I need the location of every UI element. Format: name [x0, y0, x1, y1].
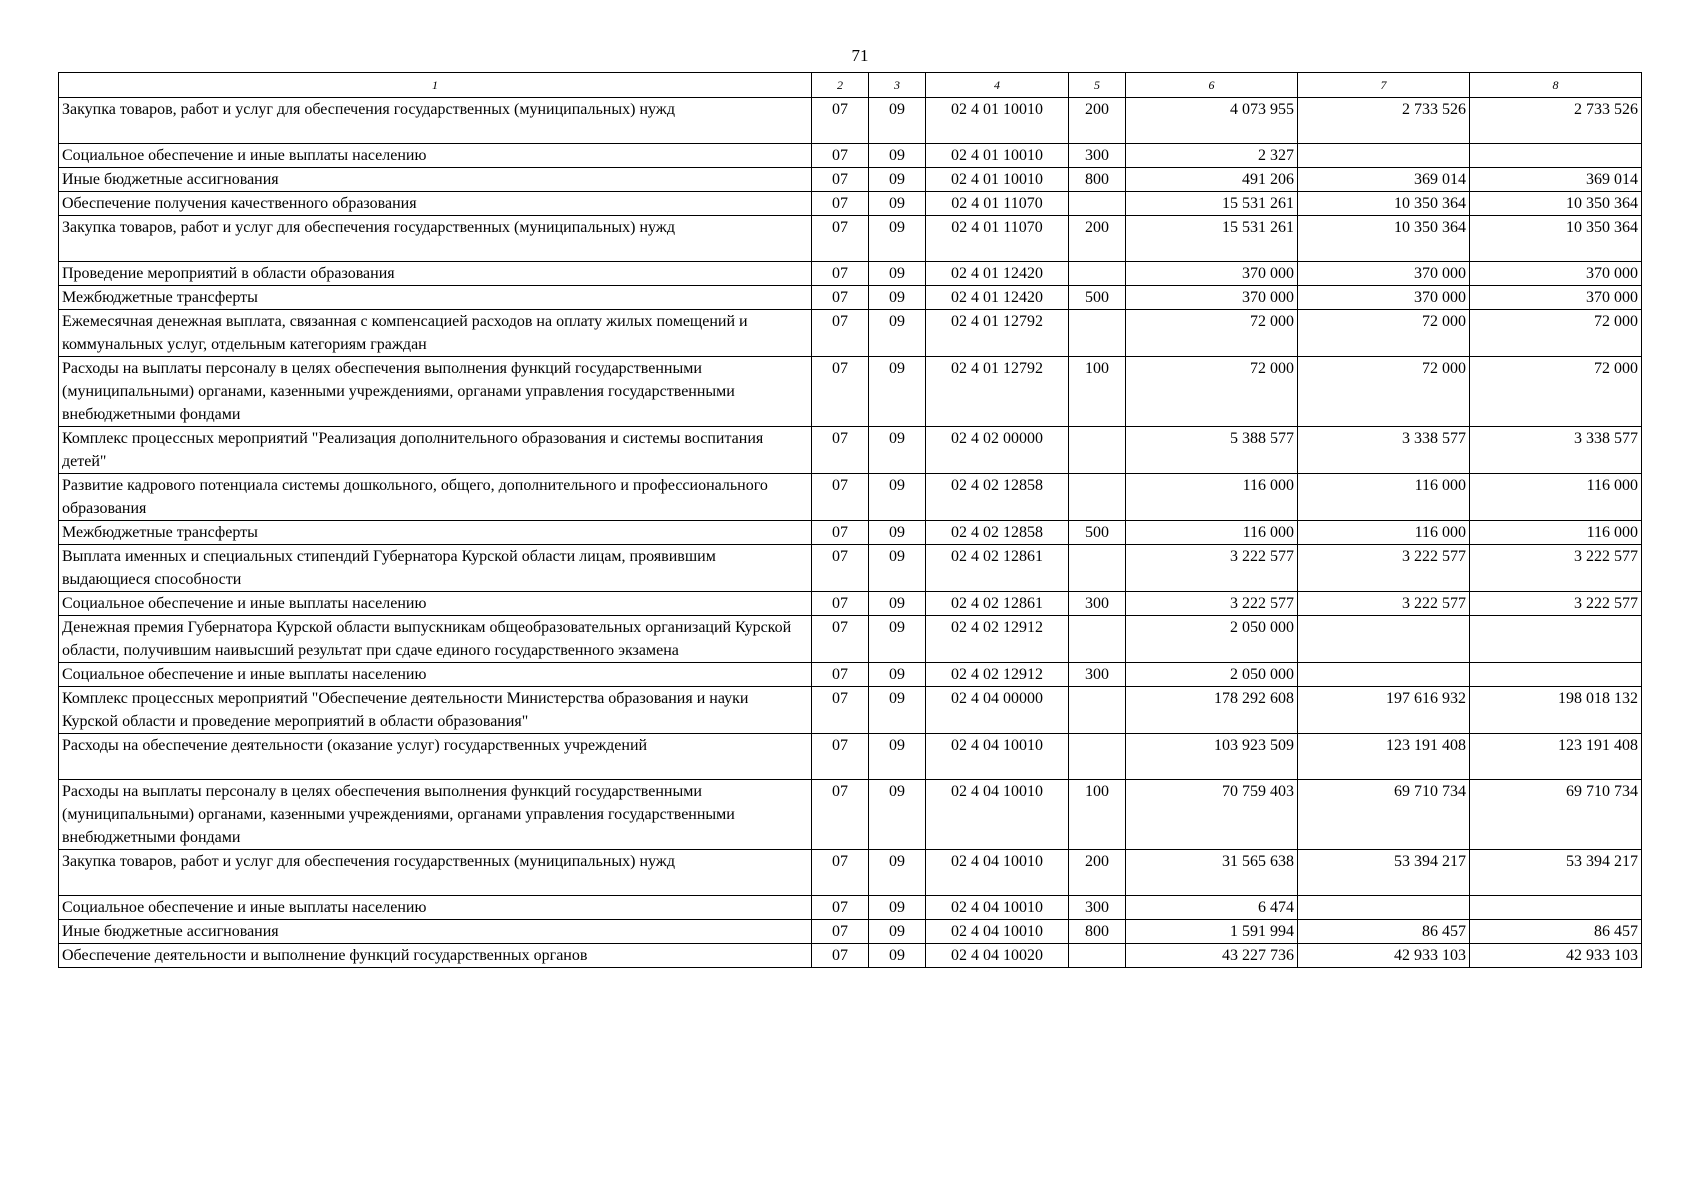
subsection-code-cell: 09 [869, 521, 926, 545]
section-code-cell: 07 [812, 663, 869, 687]
page-number: 71 [851, 46, 869, 65]
section-code-cell: 07 [812, 734, 869, 780]
row-name-cell: Социальное обеспечение и иные выплаты населению [59, 896, 812, 920]
amount-year1-cell: 370 000 [1126, 286, 1298, 310]
amount-year3-cell: 370 000 [1470, 262, 1642, 286]
section-code-cell: 07 [812, 357, 869, 427]
expense-type-cell [1069, 310, 1126, 357]
table-row [59, 687, 1642, 734]
subsection-code-cell: 09 [869, 944, 926, 968]
column-number-row [59, 73, 1642, 98]
amount-year3-cell: 369 014 [1470, 168, 1642, 192]
amount-year3-cell: 10 350 364 [1470, 216, 1642, 262]
amount-year2-cell [1298, 144, 1470, 168]
target-article-cell: 02 4 04 10020 [926, 944, 1069, 968]
amount-year1-cell: 116 000 [1126, 474, 1298, 521]
table-row [59, 920, 1642, 944]
table-row [59, 144, 1642, 168]
row-name-cell: Обеспечение получения качественного образования [59, 192, 812, 216]
section-code-cell: 07 [812, 592, 869, 616]
target-article-cell: 02 4 02 00000 [926, 427, 1069, 474]
subsection-code-cell: 09 [869, 310, 926, 357]
target-article-cell: 02 4 02 12861 [926, 545, 1069, 592]
target-article-cell: 02 4 04 10010 [926, 780, 1069, 850]
amount-year2-cell: 72 000 [1298, 357, 1470, 427]
amount-year1-cell: 6 474 [1126, 896, 1298, 920]
row-name-cell: Закупка товаров, работ и услуг для обеспечения государственных (муниципальных) нужд [59, 216, 812, 262]
amount-year1-cell: 5 388 577 [1126, 427, 1298, 474]
target-article-cell: 02 4 04 10010 [926, 850, 1069, 896]
expense-type-cell: 300 [1069, 896, 1126, 920]
amount-year1-cell: 43 227 736 [1126, 944, 1298, 968]
amount-year3-cell: 69 710 734 [1470, 780, 1642, 850]
amount-year3-cell [1470, 144, 1642, 168]
subsection-code-cell: 09 [869, 545, 926, 592]
amount-year2-cell: 123 191 408 [1298, 734, 1470, 780]
section-code-cell: 07 [812, 545, 869, 592]
table-row [59, 262, 1642, 286]
section-code-cell: 07 [812, 98, 869, 144]
amount-year1-cell: 15 531 261 [1126, 192, 1298, 216]
amount-year1-cell: 103 923 509 [1126, 734, 1298, 780]
table-row [59, 592, 1642, 616]
amount-year2-cell: 86 457 [1298, 920, 1470, 944]
amount-year1-cell: 2 050 000 [1126, 616, 1298, 663]
table-row [59, 944, 1642, 968]
target-article-cell: 02 4 01 11070 [926, 216, 1069, 262]
target-article-cell: 02 4 01 12420 [926, 262, 1069, 286]
target-article-cell: 02 4 01 12792 [926, 357, 1069, 427]
table-row [59, 896, 1642, 920]
expense-type-cell: 300 [1069, 663, 1126, 687]
subsection-code-cell: 09 [869, 780, 926, 850]
expense-type-cell: 800 [1069, 168, 1126, 192]
subsection-code-cell: 09 [869, 427, 926, 474]
amount-year2-cell: 3 222 577 [1298, 592, 1470, 616]
expense-type-cell [1069, 616, 1126, 663]
subsection-code-cell: 09 [869, 474, 926, 521]
target-article-cell: 02 4 04 00000 [926, 687, 1069, 734]
amount-year1-cell: 178 292 608 [1126, 687, 1298, 734]
section-code-cell: 07 [812, 310, 869, 357]
amount-year1-cell: 491 206 [1126, 168, 1298, 192]
amount-year1-cell: 70 759 403 [1126, 780, 1298, 850]
amount-year2-cell [1298, 616, 1470, 663]
table-row [59, 427, 1642, 474]
table-row [59, 521, 1642, 545]
table-row [59, 850, 1642, 896]
column-header: 6 [1126, 73, 1298, 98]
amount-year2-cell [1298, 896, 1470, 920]
expense-type-cell: 100 [1069, 357, 1126, 427]
table-row [59, 310, 1642, 357]
section-code-cell: 07 [812, 286, 869, 310]
amount-year3-cell: 3 222 577 [1470, 592, 1642, 616]
expense-type-cell: 300 [1069, 592, 1126, 616]
table-row [59, 780, 1642, 850]
expense-type-cell: 200 [1069, 850, 1126, 896]
table-row [59, 616, 1642, 663]
row-name-cell: Расходы на выплаты персоналу в целях обеспечения выполнения функций государственными (муниципальными) органами, казенными учреждениями, органами управления государственными внебюджетными фондами [59, 780, 812, 850]
amount-year3-cell [1470, 896, 1642, 920]
subsection-code-cell: 09 [869, 896, 926, 920]
target-article-cell: 02 4 02 12912 [926, 616, 1069, 663]
subsection-code-cell: 09 [869, 216, 926, 262]
row-name-cell: Иные бюджетные ассигнования [59, 920, 812, 944]
section-code-cell: 07 [812, 216, 869, 262]
expense-type-cell [1069, 192, 1126, 216]
row-name-cell: Выплата именных и специальных стипендий Губернатора Курской области лицам, проявившим выдающиеся способности [59, 545, 812, 592]
table-row [59, 474, 1642, 521]
amount-year2-cell: 72 000 [1298, 310, 1470, 357]
expense-type-cell: 200 [1069, 216, 1126, 262]
column-header: 2 [812, 73, 869, 98]
row-name-cell: Иные бюджетные ассигнования [59, 168, 812, 192]
expense-type-cell [1069, 474, 1126, 521]
amount-year3-cell: 116 000 [1470, 474, 1642, 521]
amount-year3-cell: 370 000 [1470, 286, 1642, 310]
column-header: 3 [869, 73, 926, 98]
target-article-cell: 02 4 01 10010 [926, 98, 1069, 144]
amount-year3-cell [1470, 616, 1642, 663]
target-article-cell: 02 4 02 12912 [926, 663, 1069, 687]
expense-type-cell: 300 [1069, 144, 1126, 168]
table-row [59, 216, 1642, 262]
amount-year1-cell: 72 000 [1126, 357, 1298, 427]
amount-year2-cell: 2 733 526 [1298, 98, 1470, 144]
section-code-cell: 07 [812, 944, 869, 968]
row-name-cell: Комплекс процессных мероприятий "Реализация дополнительного образования и системы воспитания детей" [59, 427, 812, 474]
amount-year1-cell: 15 531 261 [1126, 216, 1298, 262]
section-code-cell: 07 [812, 474, 869, 521]
subsection-code-cell: 09 [869, 98, 926, 144]
expense-type-cell: 100 [1069, 780, 1126, 850]
amount-year1-cell: 2 327 [1126, 144, 1298, 168]
target-article-cell: 02 4 01 12792 [926, 310, 1069, 357]
amount-year2-cell: 69 710 734 [1298, 780, 1470, 850]
amount-year1-cell: 31 565 638 [1126, 850, 1298, 896]
target-article-cell: 02 4 01 10010 [926, 168, 1069, 192]
section-code-cell: 07 [812, 896, 869, 920]
subsection-code-cell: 09 [869, 286, 926, 310]
amount-year3-cell: 53 394 217 [1470, 850, 1642, 896]
section-code-cell: 07 [812, 262, 869, 286]
section-code-cell: 07 [812, 521, 869, 545]
section-code-cell: 07 [812, 144, 869, 168]
amount-year2-cell: 42 933 103 [1298, 944, 1470, 968]
subsection-code-cell: 09 [869, 592, 926, 616]
table-body [59, 98, 1642, 968]
amount-year3-cell: 116 000 [1470, 521, 1642, 545]
amount-year3-cell: 123 191 408 [1470, 734, 1642, 780]
expense-type-cell [1069, 944, 1126, 968]
amount-year2-cell: 116 000 [1298, 521, 1470, 545]
subsection-code-cell: 09 [869, 144, 926, 168]
target-article-cell: 02 4 01 10010 [926, 144, 1069, 168]
expense-type-cell: 500 [1069, 521, 1126, 545]
row-name-cell: Межбюджетные трансферты [59, 521, 812, 545]
amount-year1-cell: 1 591 994 [1126, 920, 1298, 944]
amount-year2-cell: 10 350 364 [1298, 216, 1470, 262]
subsection-code-cell: 09 [869, 192, 926, 216]
amount-year3-cell: 72 000 [1470, 357, 1642, 427]
amount-year3-cell: 10 350 364 [1470, 192, 1642, 216]
section-code-cell: 07 [812, 616, 869, 663]
subsection-code-cell: 09 [869, 920, 926, 944]
amount-year2-cell: 10 350 364 [1298, 192, 1470, 216]
expense-type-cell: 800 [1069, 920, 1126, 944]
row-name-cell: Закупка товаров, работ и услуг для обеспечения государственных (муниципальных) нужд [59, 850, 812, 896]
row-name-cell: Социальное обеспечение и иные выплаты населению [59, 663, 812, 687]
amount-year2-cell [1298, 663, 1470, 687]
target-article-cell: 02 4 02 12861 [926, 592, 1069, 616]
budget-table [58, 72, 1642, 968]
row-name-cell: Расходы на выплаты персоналу в целях обеспечения выполнения функций государственными (муниципальными) органами, казенными учреждениями, органами управления государственными внебюджетными фондами [59, 357, 812, 427]
amount-year1-cell: 3 222 577 [1126, 592, 1298, 616]
amount-year1-cell: 3 222 577 [1126, 545, 1298, 592]
row-name-cell: Проведение мероприятий в области образования [59, 262, 812, 286]
expense-type-cell [1069, 262, 1126, 286]
row-name-cell: Комплекс процессных мероприятий "Обеспечение деятельности Министерства образования и науки Курской области и проведение мероприятий в области образования" [59, 687, 812, 734]
table-row [59, 663, 1642, 687]
row-name-cell: Закупка товаров, работ и услуг для обеспечения государственных (муниципальных) нужд [59, 98, 812, 144]
row-name-cell: Обеспечение деятельности и выполнение функций государственных органов [59, 944, 812, 968]
section-code-cell: 07 [812, 920, 869, 944]
row-name-cell: Денежная премия Губернатора Курской области выпускникам общеобразовательных организаций Курской области, получившим наивысший результат при сдаче единого государственного экзамена [59, 616, 812, 663]
target-article-cell: 02 4 02 12858 [926, 521, 1069, 545]
table-row [59, 98, 1642, 144]
amount-year2-cell: 3 222 577 [1298, 545, 1470, 592]
row-name-cell: Социальное обеспечение и иные выплаты населению [59, 144, 812, 168]
subsection-code-cell: 09 [869, 687, 926, 734]
amount-year2-cell: 3 338 577 [1298, 427, 1470, 474]
amount-year2-cell: 53 394 217 [1298, 850, 1470, 896]
amount-year3-cell: 198 018 132 [1470, 687, 1642, 734]
row-name-cell: Ежемесячная денежная выплата, связанная с компенсацией расходов на оплату жилых помещений и коммунальных услуг, отдельным категориям граждан [59, 310, 812, 357]
amount-year2-cell: 116 000 [1298, 474, 1470, 521]
column-header: 7 [1298, 73, 1470, 98]
section-code-cell: 07 [812, 780, 869, 850]
column-header: 1 [59, 73, 812, 98]
subsection-code-cell: 09 [869, 616, 926, 663]
amount-year3-cell: 3 222 577 [1470, 545, 1642, 592]
subsection-code-cell: 09 [869, 850, 926, 896]
row-name-cell: Межбюджетные трансферты [59, 286, 812, 310]
amount-year2-cell: 370 000 [1298, 286, 1470, 310]
table-row [59, 286, 1642, 310]
column-header: 8 [1470, 73, 1642, 98]
amount-year1-cell: 2 050 000 [1126, 663, 1298, 687]
section-code-cell: 07 [812, 192, 869, 216]
amount-year2-cell: 370 000 [1298, 262, 1470, 286]
amount-year2-cell: 197 616 932 [1298, 687, 1470, 734]
expense-type-cell [1069, 545, 1126, 592]
target-article-cell: 02 4 01 12420 [926, 286, 1069, 310]
target-article-cell: 02 4 04 10010 [926, 734, 1069, 780]
table-row [59, 192, 1642, 216]
section-code-cell: 07 [812, 850, 869, 896]
subsection-code-cell: 09 [869, 357, 926, 427]
table-row [59, 168, 1642, 192]
table-row [59, 357, 1642, 427]
row-name-cell: Социальное обеспечение и иные выплаты населению [59, 592, 812, 616]
amount-year3-cell: 86 457 [1470, 920, 1642, 944]
table-row [59, 734, 1642, 780]
section-code-cell: 07 [812, 168, 869, 192]
amount-year1-cell: 4 073 955 [1126, 98, 1298, 144]
target-article-cell: 02 4 04 10010 [926, 920, 1069, 944]
row-name-cell: Развитие кадрового потенциала системы дошкольного, общего, дополнительного и профессионального образования [59, 474, 812, 521]
expense-type-cell [1069, 687, 1126, 734]
amount-year3-cell: 2 733 526 [1470, 98, 1642, 144]
table-row [59, 545, 1642, 592]
column-header: 4 [926, 73, 1069, 98]
expense-type-cell [1069, 427, 1126, 474]
amount-year3-cell: 72 000 [1470, 310, 1642, 357]
subsection-code-cell: 09 [869, 663, 926, 687]
row-name-cell: Расходы на обеспечение деятельности (оказание услуг) государственных учреждений [59, 734, 812, 780]
subsection-code-cell: 09 [869, 734, 926, 780]
amount-year1-cell: 116 000 [1126, 521, 1298, 545]
amount-year3-cell: 3 338 577 [1470, 427, 1642, 474]
subsection-code-cell: 09 [869, 168, 926, 192]
amount-year1-cell: 370 000 [1126, 262, 1298, 286]
amount-year1-cell: 72 000 [1126, 310, 1298, 357]
column-header: 5 [1069, 73, 1126, 98]
target-article-cell: 02 4 02 12858 [926, 474, 1069, 521]
subsection-code-cell: 09 [869, 262, 926, 286]
amount-year2-cell: 369 014 [1298, 168, 1470, 192]
expense-type-cell: 200 [1069, 98, 1126, 144]
section-code-cell: 07 [812, 427, 869, 474]
amount-year3-cell: 42 933 103 [1470, 944, 1642, 968]
expense-type-cell: 500 [1069, 286, 1126, 310]
target-article-cell: 02 4 01 11070 [926, 192, 1069, 216]
expense-type-cell [1069, 734, 1126, 780]
amount-year3-cell [1470, 663, 1642, 687]
target-article-cell: 02 4 04 10010 [926, 896, 1069, 920]
section-code-cell: 07 [812, 687, 869, 734]
